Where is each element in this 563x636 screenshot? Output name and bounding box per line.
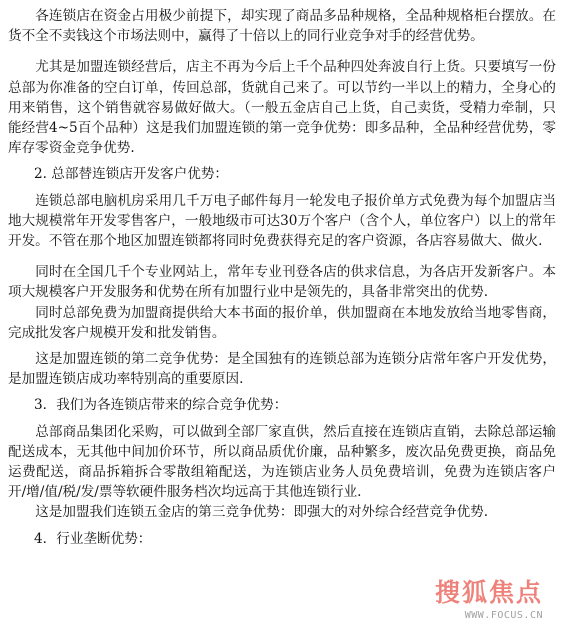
- focus-watermark: [399, 578, 549, 628]
- paragraph-email-quotes: 连锁总部电脑机房采用几千万电子邮件每月一轮发电子报价单方式免费为每个加盟店当地大规模常年开发零售客户，一般地级市可达30万个客户（含个人，单位客户）以上的常年开发。不管在那个地区加盟连锁都将同时免费获得充足的客户资源，各店容易做大、做火.: [8, 192, 556, 250]
- heading-customer-development: 2. 总部替连锁店开发客户优势：: [34, 166, 229, 183]
- paragraph-first-advantage: 尤其是加盟连锁经营后，店主不再为今后上千个品种四处奔波自行上货。只要填写一份总部为你准备的空白订单，传回总部，货就自己来了。可以节约一半以上的精力，全身心的用来销售，这个销售就容易做好做大。（一般五金店自己上货，自己卖货，受精力牵制，只能经营4~5百个品种）这是我们加盟连锁的第一竞争优势：即多品种，全品种经营优势，零库存零资金竞争优势.: [8, 59, 556, 157]
- paragraph-inventory-advantage: 各连锁店在资金占用极少前提下，却实现了商品多品种规格，全品种规格柜台摆放。在货不全不卖钱这个市场法则中，赢得了十倍以上的同行业竞争对手的经营优势。: [8, 8, 556, 45]
- paragraph-second-advantage: 这是加盟连锁的第二竞争优势：是全国独有的连锁总部为连锁分店常年客户开发优势，是加盟连锁店成功率特别高的重要原因.: [8, 351, 556, 388]
- paragraph-printed-quotes: 同时总部免费为加盟商提供给大本书面的报价单，供加盟商在本地发放给当地零售商，完成批发客户规模开发和批发销售。: [8, 304, 556, 341]
- watermark-url: WWW.FOCUS.CN: [464, 610, 543, 621]
- paragraph-third-advantage: 这是加盟我们连锁五金店的第三竞争优势：即强大的对外综合经营竞争优势.: [35, 504, 489, 521]
- heading-industry-monopoly: 4．行业垄断优势：: [34, 530, 152, 547]
- heading-combined-advantage: 3．我们为各连锁店带来的综合竞争优势：: [34, 397, 288, 414]
- document-body: [8, 6, 556, 549]
- paragraph-group-purchasing: 总部商品集团化采购，可以做到全部厂家直供，然后直接在连锁店直销，去除总部运输配送成本，无其他中间加价环节，所以商品质优价廉，品种繁多，废次品免费更换，商品免运费配送，商品拆箱拆合零散组箱配送，为连锁店业务人员免费培训，免费为连锁店客户开/增/值/税/发/票等软硬件服务档次均远高于其他连锁行业.: [8, 423, 556, 501]
- watermark-logo: 搜狐焦点: [434, 578, 543, 607]
- paragraph-websites: 同时在全国几千个专业网站上，常年专业刊登各店的供求信息，为各店开发新客户。本项大规模客户开发服务和优势在所有加盟行业中是领先的，具备非常突出的优势.: [8, 264, 556, 301]
